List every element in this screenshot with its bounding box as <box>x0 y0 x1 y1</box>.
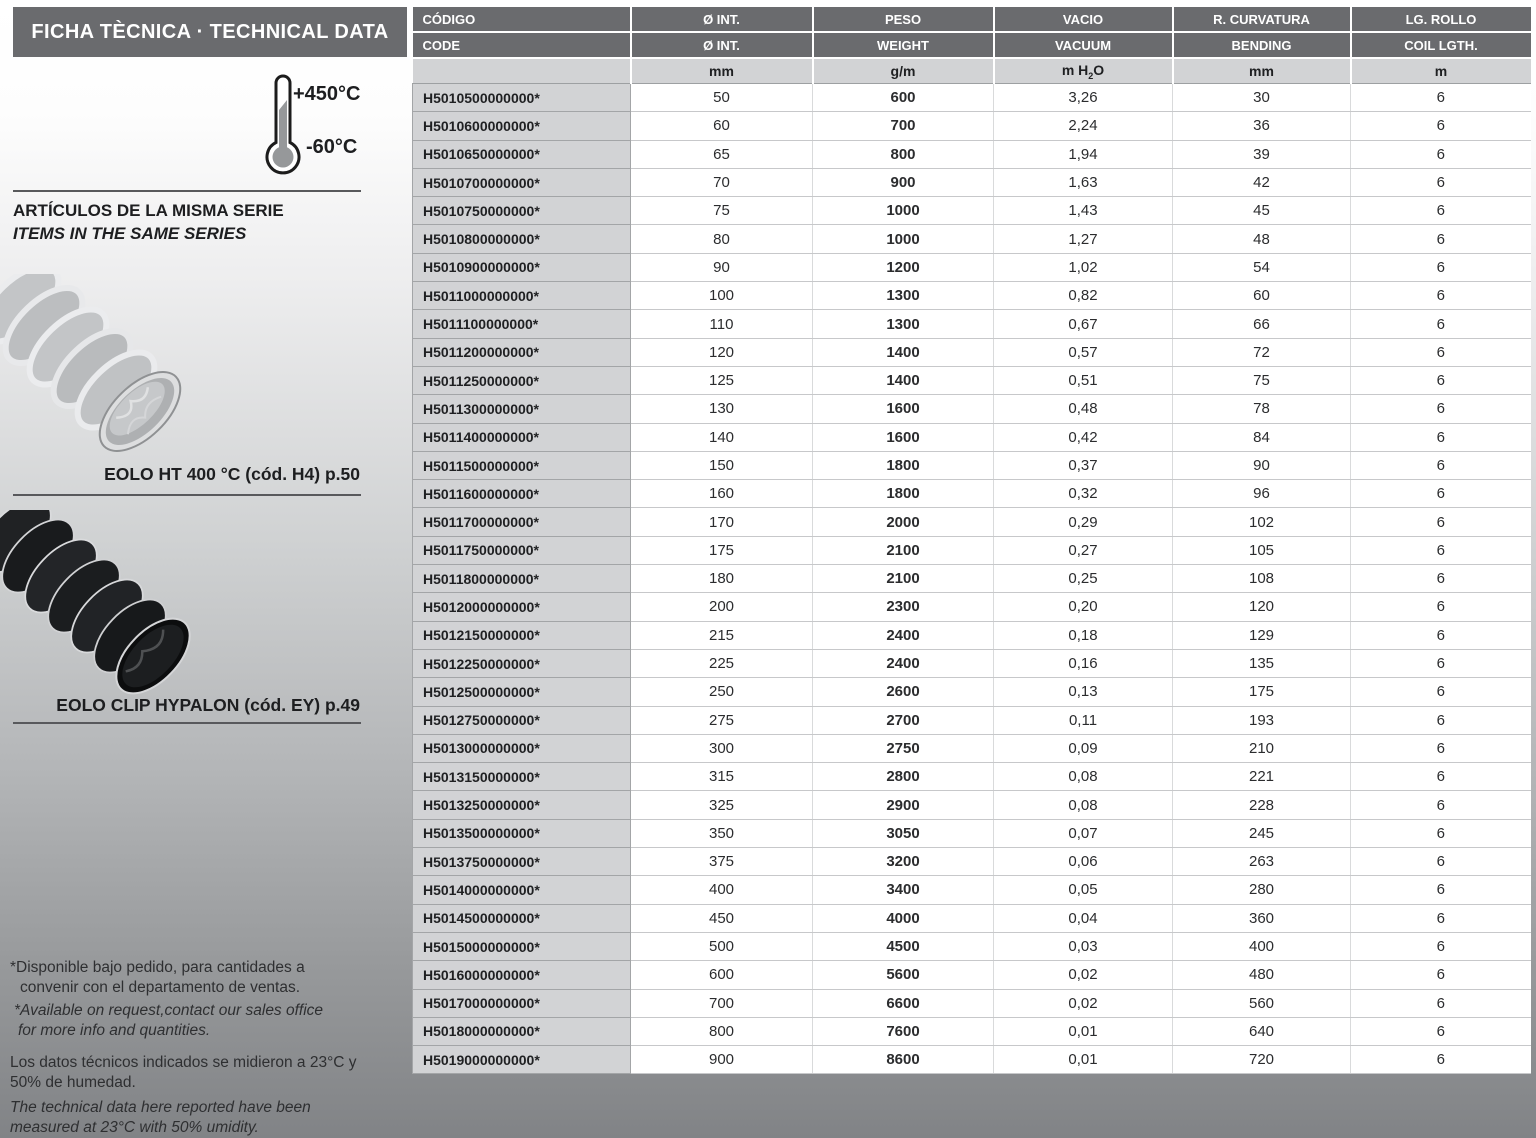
weight-cell: 1300 <box>813 282 994 310</box>
table-row <box>413 225 1531 253</box>
weight-cell: 1800 <box>813 480 994 508</box>
bending-cell: 30 <box>1173 84 1351 112</box>
coil-length-cell: 6 <box>1351 310 1531 338</box>
coil-length-cell: 6 <box>1351 706 1531 734</box>
coil-length-cell: 6 <box>1351 791 1531 819</box>
coil-length-cell: 6 <box>1351 112 1531 140</box>
bending-cell: 108 <box>1173 565 1351 593</box>
bending-cell: 210 <box>1173 734 1351 762</box>
diameter-cell: 215 <box>631 621 813 649</box>
diameter-cell: 110 <box>631 310 813 338</box>
diameter-cell: 500 <box>631 932 813 960</box>
unit-row <box>413 58 1531 84</box>
diameter-cell: 130 <box>631 395 813 423</box>
table-row <box>413 649 1531 677</box>
code-cell: H5010600000000* <box>413 112 631 140</box>
code-cell: H5012750000000* <box>413 706 631 734</box>
code-cell: H5014000000000* <box>413 876 631 904</box>
col-header-bending: BENDING <box>1173 32 1351 58</box>
vacuum-cell: 1,43 <box>994 197 1173 225</box>
table-row <box>413 876 1531 904</box>
coil-length-cell: 6 <box>1351 197 1531 225</box>
coil-length-cell: 6 <box>1351 423 1531 451</box>
table-row <box>413 508 1531 536</box>
min-temperature-label: -60°C <box>306 136 358 158</box>
code-cell: H5011500000000* <box>413 451 631 479</box>
diameter-cell: 170 <box>631 508 813 536</box>
series-heading-es: ARTÍCULOS DE LA MISMA SERIE <box>13 201 284 220</box>
col-header-vacio: VACIO <box>994 7 1173 32</box>
product1-caption: EOLO HT 400 °C (cód. H4) p.50 <box>104 464 360 484</box>
vacuum-cell: 1,94 <box>994 140 1173 168</box>
footnote-line: *Available on request,contact our sales office <box>14 1002 324 1019</box>
col-header-diametro: Ø INT. <box>631 7 813 32</box>
weight-cell: 2600 <box>813 678 994 706</box>
code-cell: H5012000000000* <box>413 593 631 621</box>
footnote-block <box>10 958 408 998</box>
bending-cell: 60 <box>1173 282 1351 310</box>
unit-mh2o-sub: 2 <box>1088 70 1094 81</box>
footnote-block <box>10 1098 408 1138</box>
diameter-cell: 140 <box>631 423 813 451</box>
bending-cell: 360 <box>1173 904 1351 932</box>
table-row <box>413 706 1531 734</box>
code-cell: H5010700000000* <box>413 168 631 196</box>
divider <box>13 190 361 192</box>
table-row <box>413 904 1531 932</box>
diameter-cell: 70 <box>631 168 813 196</box>
page-title: FICHA TÈCNICA · TECHNICAL DATA <box>13 7 407 57</box>
code-cell: H5011800000000* <box>413 565 631 593</box>
vacuum-cell: 0,18 <box>994 621 1173 649</box>
bending-cell: 45 <box>1173 197 1351 225</box>
weight-cell: 6600 <box>813 989 994 1017</box>
table-row <box>413 1017 1531 1045</box>
code-cell: H5011400000000* <box>413 423 631 451</box>
footnote-line: The technical data here reported have been <box>10 1099 311 1116</box>
weight-cell: 3050 <box>813 819 994 847</box>
col-header-peso: PESO <box>813 7 994 32</box>
vacuum-cell: 0,06 <box>994 848 1173 876</box>
bending-cell: 75 <box>1173 366 1351 394</box>
bending-cell: 96 <box>1173 480 1351 508</box>
header-row-es <box>413 7 1531 32</box>
weight-cell: 2900 <box>813 791 994 819</box>
vacuum-cell: 0,42 <box>994 423 1173 451</box>
bending-cell: 245 <box>1173 819 1351 847</box>
bending-cell: 36 <box>1173 112 1351 140</box>
weight-cell: 2400 <box>813 621 994 649</box>
diameter-cell: 325 <box>631 791 813 819</box>
table-row <box>413 423 1531 451</box>
weight-cell: 1000 <box>813 225 994 253</box>
table-row <box>413 593 1531 621</box>
coil-length-cell: 6 <box>1351 565 1531 593</box>
header-row-en <box>413 32 1531 58</box>
bending-cell: 280 <box>1173 876 1351 904</box>
coil-length-cell: 6 <box>1351 763 1531 791</box>
coil-length-cell: 6 <box>1351 451 1531 479</box>
vacuum-cell: 0,04 <box>994 904 1173 932</box>
table-row <box>413 763 1531 791</box>
code-cell: H5017000000000* <box>413 989 631 1017</box>
table-row <box>413 480 1531 508</box>
technical-data-table <box>412 7 1531 1074</box>
table-row <box>413 961 1531 989</box>
product-image-eolo-clip-hypalon <box>0 510 215 695</box>
bending-cell: 400 <box>1173 932 1351 960</box>
vacuum-cell: 0,02 <box>994 989 1173 1017</box>
coil-length-cell: 6 <box>1351 819 1531 847</box>
vacuum-cell: 0,02 <box>994 961 1173 989</box>
table-row <box>413 1046 1531 1074</box>
vacuum-cell: 0,07 <box>994 819 1173 847</box>
table-row <box>413 253 1531 281</box>
bending-cell: 90 <box>1173 451 1351 479</box>
bending-cell: 54 <box>1173 253 1351 281</box>
code-cell: H5010650000000* <box>413 140 631 168</box>
footnote-block <box>10 1001 408 1041</box>
vacuum-cell: 0,48 <box>994 395 1173 423</box>
diameter-cell: 150 <box>631 451 813 479</box>
table-row <box>413 932 1531 960</box>
weight-cell: 800 <box>813 140 994 168</box>
bending-cell: 560 <box>1173 989 1351 1017</box>
vacuum-cell: 0,01 <box>994 1017 1173 1045</box>
weight-cell: 4000 <box>813 904 994 932</box>
code-cell: H5010750000000* <box>413 197 631 225</box>
diameter-cell: 80 <box>631 225 813 253</box>
vacuum-cell: 2,24 <box>994 112 1173 140</box>
divider <box>13 722 361 724</box>
vacuum-cell: 1,63 <box>994 168 1173 196</box>
bending-cell: 480 <box>1173 961 1351 989</box>
table-row <box>413 168 1531 196</box>
diameter-cell: 175 <box>631 536 813 564</box>
code-cell: H5010900000000* <box>413 253 631 281</box>
vacuum-cell: 0,57 <box>994 338 1173 366</box>
col-header-weight: WEIGHT <box>813 32 994 58</box>
vacuum-cell: 0,16 <box>994 649 1173 677</box>
footnote-block <box>10 1053 408 1093</box>
weight-cell: 1800 <box>813 451 994 479</box>
table-row <box>413 621 1531 649</box>
weight-cell: 3200 <box>813 848 994 876</box>
diameter-cell: 400 <box>631 876 813 904</box>
diameter-cell: 120 <box>631 338 813 366</box>
coil-length-cell: 6 <box>1351 621 1531 649</box>
diameter-cell: 375 <box>631 848 813 876</box>
table-row <box>413 197 1531 225</box>
col-header-coil-length: COIL LGTH. <box>1351 32 1531 58</box>
vacuum-cell: 0,01 <box>994 1046 1173 1074</box>
unit-mm: mm <box>631 58 813 84</box>
table-row <box>413 140 1531 168</box>
col-header-curvatura: R. CURVATURA <box>1173 7 1351 32</box>
vacuum-cell: 0,51 <box>994 366 1173 394</box>
diameter-cell: 75 <box>631 197 813 225</box>
table-row <box>413 791 1531 819</box>
weight-cell: 1200 <box>813 253 994 281</box>
weight-cell: 700 <box>813 112 994 140</box>
vacuum-cell: 0,29 <box>994 508 1173 536</box>
coil-length-cell: 6 <box>1351 961 1531 989</box>
product2-caption: EOLO CLIP HYPALON (cód. EY) p.49 <box>56 695 360 715</box>
weight-cell: 1400 <box>813 366 994 394</box>
vacuum-cell: 0,13 <box>994 678 1173 706</box>
coil-length-cell: 6 <box>1351 876 1531 904</box>
weight-cell: 2750 <box>813 734 994 762</box>
weight-cell: 2400 <box>813 649 994 677</box>
weight-cell: 7600 <box>813 1017 994 1045</box>
vacuum-cell: 0,37 <box>994 451 1173 479</box>
footnote-line: *Disponible bajo pedido, para cantidades a <box>10 959 305 976</box>
coil-length-cell: 6 <box>1351 904 1531 932</box>
coil-length-cell: 6 <box>1351 989 1531 1017</box>
table-row <box>413 536 1531 564</box>
bending-cell: 39 <box>1173 140 1351 168</box>
bending-cell: 102 <box>1173 508 1351 536</box>
coil-length-cell: 6 <box>1351 282 1531 310</box>
weight-cell: 1000 <box>813 197 994 225</box>
diameter-cell: 450 <box>631 904 813 932</box>
coil-length-cell: 6 <box>1351 734 1531 762</box>
coil-length-cell: 6 <box>1351 932 1531 960</box>
col-header-vacuum: VACUUM <box>994 32 1173 58</box>
table-row <box>413 989 1531 1017</box>
unit-mh2o-post: O <box>1093 61 1105 78</box>
bending-cell: 129 <box>1173 621 1351 649</box>
vacuum-cell: 3,26 <box>994 84 1173 112</box>
code-cell: H5016000000000* <box>413 961 631 989</box>
diameter-cell: 275 <box>631 706 813 734</box>
diameter-cell: 600 <box>631 961 813 989</box>
code-cell: H5011700000000* <box>413 508 631 536</box>
table-row <box>413 565 1531 593</box>
code-cell: H5018000000000* <box>413 1017 631 1045</box>
weight-cell: 2100 <box>813 536 994 564</box>
coil-length-cell: 6 <box>1351 1017 1531 1045</box>
bending-cell: 84 <box>1173 423 1351 451</box>
diameter-cell: 315 <box>631 763 813 791</box>
coil-length-cell: 6 <box>1351 225 1531 253</box>
table-row <box>413 678 1531 706</box>
code-cell: H5013250000000* <box>413 791 631 819</box>
vacuum-cell: 0,27 <box>994 536 1173 564</box>
diameter-cell: 225 <box>631 649 813 677</box>
code-cell: H5011250000000* <box>413 366 631 394</box>
table-row <box>413 84 1531 112</box>
bending-cell: 48 <box>1173 225 1351 253</box>
footnote-line: 50% de humedad. <box>10 1074 136 1091</box>
bending-cell: 221 <box>1173 763 1351 791</box>
col-header-code: CODE <box>413 32 631 58</box>
bending-cell: 263 <box>1173 848 1351 876</box>
coil-length-cell: 6 <box>1351 536 1531 564</box>
bending-cell: 193 <box>1173 706 1351 734</box>
code-cell: H5012500000000* <box>413 678 631 706</box>
table-row <box>413 112 1531 140</box>
footnotes <box>10 958 408 1138</box>
diameter-cell: 250 <box>631 678 813 706</box>
bending-cell: 66 <box>1173 310 1351 338</box>
coil-length-cell: 6 <box>1351 649 1531 677</box>
coil-length-cell: 6 <box>1351 848 1531 876</box>
table-row <box>413 338 1531 366</box>
code-cell: H5010800000000* <box>413 225 631 253</box>
diameter-cell: 800 <box>631 1017 813 1045</box>
table-row <box>413 734 1531 762</box>
weight-cell: 1300 <box>813 310 994 338</box>
unit-g-per-m: g/m <box>813 58 994 84</box>
vacuum-cell: 0,08 <box>994 763 1173 791</box>
weight-cell: 8600 <box>813 1046 994 1074</box>
diameter-cell: 125 <box>631 366 813 394</box>
coil-length-cell: 6 <box>1351 366 1531 394</box>
code-cell: H5011200000000* <box>413 338 631 366</box>
unit-mm-bending: mm <box>1173 58 1351 84</box>
weight-cell: 2100 <box>813 565 994 593</box>
bending-cell: 228 <box>1173 791 1351 819</box>
weight-cell: 3400 <box>813 876 994 904</box>
coil-length-cell: 6 <box>1351 140 1531 168</box>
weight-cell: 2700 <box>813 706 994 734</box>
bending-cell: 135 <box>1173 649 1351 677</box>
coil-length-cell: 6 <box>1351 1046 1531 1074</box>
table-row <box>413 395 1531 423</box>
vacuum-cell: 0,20 <box>994 593 1173 621</box>
footnote-line: Los datos técnicos indicados se midieron a 23°C y <box>10 1054 357 1071</box>
code-cell: H5013500000000* <box>413 819 631 847</box>
diameter-cell: 300 <box>631 734 813 762</box>
bending-cell: 720 <box>1173 1046 1351 1074</box>
diameter-cell: 700 <box>631 989 813 1017</box>
diameter-cell: 160 <box>631 480 813 508</box>
unit-m: m <box>1351 58 1531 84</box>
code-cell: H5015000000000* <box>413 932 631 960</box>
code-cell: H5010500000000* <box>413 84 631 112</box>
coil-length-cell: 6 <box>1351 480 1531 508</box>
vacuum-cell: 0,32 <box>994 480 1173 508</box>
footnote-line: measured at 23°C with 50% umidity. <box>10 1119 259 1136</box>
weight-cell: 4500 <box>813 932 994 960</box>
table-body <box>413 84 1531 1074</box>
code-cell: H5014500000000* <box>413 904 631 932</box>
bending-cell: 175 <box>1173 678 1351 706</box>
weight-cell: 2800 <box>813 763 994 791</box>
col-header-rollo: LG. ROLLO <box>1351 7 1531 32</box>
code-cell: H5013150000000* <box>413 763 631 791</box>
table-row <box>413 451 1531 479</box>
bending-cell: 72 <box>1173 338 1351 366</box>
unit-m-h2o <box>994 58 1173 84</box>
diameter-cell: 65 <box>631 140 813 168</box>
max-temperature-label: +450°C <box>293 83 361 105</box>
vacuum-cell: 0,25 <box>994 565 1173 593</box>
bending-cell: 640 <box>1173 1017 1351 1045</box>
diameter-cell: 90 <box>631 253 813 281</box>
weight-cell: 1600 <box>813 395 994 423</box>
table-row <box>413 366 1531 394</box>
col-header-codigo: CÓDIGO <box>413 7 631 32</box>
code-cell: H5019000000000* <box>413 1046 631 1074</box>
vacuum-cell: 0,03 <box>994 932 1173 960</box>
bending-cell: 78 <box>1173 395 1351 423</box>
coil-length-cell: 6 <box>1351 253 1531 281</box>
col-header-diameter: Ø INT. <box>631 32 813 58</box>
diameter-cell: 900 <box>631 1046 813 1074</box>
vacuum-cell: 0,82 <box>994 282 1173 310</box>
vacuum-cell: 1,27 <box>994 225 1173 253</box>
vacuum-cell: 1,02 <box>994 253 1173 281</box>
table-row <box>413 819 1531 847</box>
code-cell: H5013750000000* <box>413 848 631 876</box>
weight-cell: 1600 <box>813 423 994 451</box>
unit-code <box>413 58 631 84</box>
vacuum-cell: 0,67 <box>994 310 1173 338</box>
weight-cell: 2300 <box>813 593 994 621</box>
footnote-line: convenir con el departamento de ventas. <box>20 979 301 996</box>
bending-cell: 105 <box>1173 536 1351 564</box>
coil-length-cell: 6 <box>1351 678 1531 706</box>
coil-length-cell: 6 <box>1351 168 1531 196</box>
code-cell: H5011100000000* <box>413 310 631 338</box>
coil-length-cell: 6 <box>1351 395 1531 423</box>
code-cell: H5012250000000* <box>413 649 631 677</box>
divider <box>13 494 361 496</box>
table-row <box>413 282 1531 310</box>
bending-cell: 42 <box>1173 168 1351 196</box>
vacuum-cell: 0,08 <box>994 791 1173 819</box>
code-cell: H5012150000000* <box>413 621 631 649</box>
code-cell: H5013000000000* <box>413 734 631 762</box>
weight-cell: 1400 <box>813 338 994 366</box>
footnote-line: for more info and quantities. <box>18 1022 211 1039</box>
vacuum-cell: 0,11 <box>994 706 1173 734</box>
vacuum-cell: 0,05 <box>994 876 1173 904</box>
diameter-cell: 100 <box>631 282 813 310</box>
vacuum-cell: 0,09 <box>994 734 1173 762</box>
diameter-cell: 180 <box>631 565 813 593</box>
code-cell: H5011600000000* <box>413 480 631 508</box>
weight-cell: 900 <box>813 168 994 196</box>
coil-length-cell: 6 <box>1351 338 1531 366</box>
table-row <box>413 848 1531 876</box>
diameter-cell: 50 <box>631 84 813 112</box>
unit-mh2o-pre: m H <box>1061 61 1089 78</box>
coil-length-cell: 6 <box>1351 508 1531 536</box>
coil-length-cell: 6 <box>1351 593 1531 621</box>
table-row <box>413 310 1531 338</box>
code-cell: H5011000000000* <box>413 282 631 310</box>
coil-length-cell: 6 <box>1351 84 1531 112</box>
diameter-cell: 200 <box>631 593 813 621</box>
bending-cell: 120 <box>1173 593 1351 621</box>
product-image-eolo-ht <box>0 274 238 459</box>
series-heading-en: ITEMS IN THE SAME SERIES <box>13 224 247 243</box>
code-cell: H5011750000000* <box>413 536 631 564</box>
weight-cell: 600 <box>813 84 994 112</box>
code-cell: H5011300000000* <box>413 395 631 423</box>
diameter-cell: 350 <box>631 819 813 847</box>
weight-cell: 2000 <box>813 508 994 536</box>
diameter-cell: 60 <box>631 112 813 140</box>
weight-cell: 5600 <box>813 961 994 989</box>
